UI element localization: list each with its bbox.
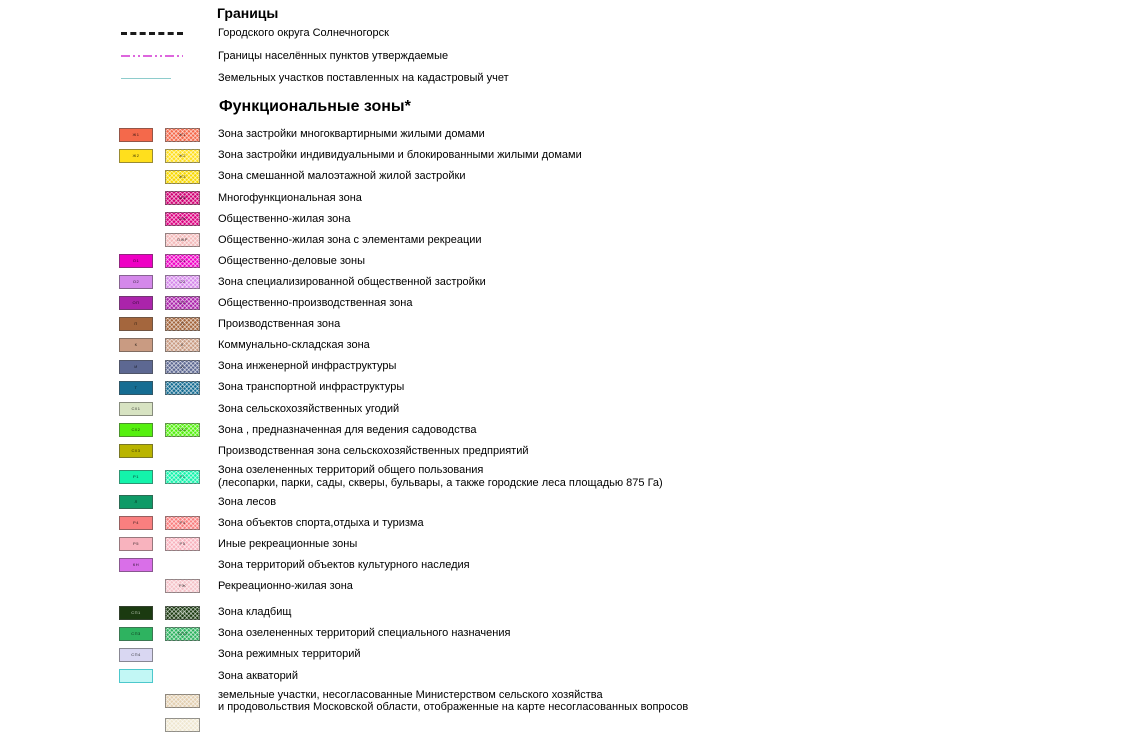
zone-swatch-solid: [119, 606, 153, 620]
zone-label: [218, 627, 1109, 640]
zone-code: СП3: [177, 630, 188, 636]
zone-swatch-hatched: [165, 212, 200, 226]
zone-code: Ж1: [132, 131, 140, 137]
zone-label: [218, 234, 1109, 247]
zone-swatch-solid: [119, 128, 153, 142]
zone-label: [218, 559, 1109, 572]
zone-label-line2: и продовольствия Московской области, отображенные на карте несогласованных вопросов: [218, 701, 689, 714]
zone-code: О2: [179, 279, 186, 285]
zone-code: ОП: [132, 300, 140, 306]
zone-label-line1: Зона специализированной общественной застройки: [218, 275, 486, 288]
zone-label-line1: Общественно-производственная зона: [218, 297, 413, 310]
zone-legend-row: [119, 665, 1109, 686]
zone-label: [218, 464, 1109, 489]
zone-label-line1: Зона акваторий: [218, 669, 298, 682]
zone-legend-row: [119, 576, 1109, 597]
zone-label: [218, 360, 1109, 373]
zone-label-line1: Зона смешанной малоэтажной жилой застройки: [218, 170, 466, 183]
zone-label-line1: Зона озелененных территорий специального назначения: [218, 627, 511, 640]
zone-swatch-hatched: [165, 606, 200, 620]
zone-label-line1: Рекреационно-жилая зона: [218, 580, 353, 593]
zone-label-line1: Зона территорий объектов культурного наследия: [218, 559, 470, 572]
borders-section-title: Границы: [217, 5, 279, 21]
zone-swatch-hatched: [165, 516, 200, 530]
zone-legend-row: [119, 272, 1109, 293]
zone-swatch-solid: [119, 470, 153, 484]
zone-code: КН: [132, 562, 140, 568]
zone-swatch-hatched: [165, 317, 200, 331]
zone-swatch-solid: [119, 254, 153, 268]
zone-code: ОП: [179, 300, 186, 306]
zone-swatch-solid: [119, 495, 153, 509]
zone-swatch-solid: [119, 381, 153, 395]
zone-code: К: [181, 342, 184, 348]
zone-label-line1: Зона транспортной инфраструктуры: [218, 381, 405, 394]
zone-label-line1: Коммунально-складская зона: [218, 339, 370, 352]
zone-label: [218, 606, 1109, 619]
zone-swatch-solid: [119, 627, 153, 641]
zone-legend-row: [119, 419, 1109, 440]
zone-swatch-hatched: [165, 128, 200, 142]
zone-code: ОЖР: [177, 237, 188, 243]
zone-swatch-hatched: [165, 381, 200, 395]
border-line-symbol: [121, 32, 183, 35]
zone-code: О1: [132, 258, 140, 264]
zone-code: Т: [134, 384, 138, 390]
zone-label-line1: Зона , предназначенная для ведения садоводства: [218, 423, 477, 436]
zone-legend-rows: [119, 124, 1109, 739]
border-legend-label: Границы населённых пунктов утверждаемые: [218, 49, 449, 62]
zone-swatch-hatched: [165, 579, 200, 593]
zone-swatch-hatched: [165, 149, 200, 163]
zone-code: Р4: [133, 520, 139, 526]
zone-label-line1: Общественно-жилая зона: [218, 212, 351, 225]
zone-legend-row: [119, 513, 1109, 534]
border-line-symbol: [121, 78, 171, 80]
border-line-cell: [121, 55, 218, 57]
zone-legend-row: [119, 534, 1109, 555]
zone-legend-row: [119, 166, 1109, 187]
zone-label-line1: Зона озелененных территорий общего пользования: [218, 464, 484, 476]
zone-code: Р1: [133, 473, 139, 479]
zone-code: О2: [132, 279, 140, 285]
zone-label: [218, 538, 1109, 551]
zone-code: Р1: [179, 473, 186, 479]
zone-code: МФ: [178, 194, 187, 200]
zone-label-line1: Зона режимных территорий: [218, 648, 361, 661]
zone-label-line1: Производственная зона сельскохозяйственных предприятий: [218, 444, 529, 457]
zone-label: [218, 381, 1109, 394]
zone-legend-row: [119, 686, 1109, 716]
zone-label: [218, 689, 1109, 714]
zone-code: РЖ: [178, 583, 187, 589]
zone-label: [218, 424, 1109, 437]
zone-swatch-solid: [119, 317, 153, 331]
zone-code: СП3: [131, 630, 141, 636]
zone-code: СП1: [177, 609, 188, 615]
zone-label-line1: Зона застройки индивидуальными и блокированными жилыми домами: [218, 149, 582, 162]
zone-swatch-solid: [119, 402, 153, 416]
zone-swatch-solid: [119, 149, 153, 163]
zone-code: Р5: [133, 541, 139, 547]
zone-legend-row: [119, 293, 1109, 314]
zone-code: СХ2: [177, 426, 188, 432]
zone-swatch-hatched: [165, 718, 200, 732]
zone-legend-row: [119, 229, 1109, 250]
border-legend-label: Земельных участков поставленных на кадастровый учет: [218, 72, 509, 85]
zone-label: [218, 128, 1109, 141]
zone-label: [218, 192, 1109, 205]
zone-swatch-solid: [119, 338, 153, 352]
zone-swatch-solid: [119, 360, 153, 374]
zone-swatch-solid: [119, 516, 153, 530]
border-line-cell: [121, 78, 218, 80]
zone-legend-row: [119, 335, 1109, 356]
zone-label-line1: Зона инженерной инфраструктуры: [218, 360, 397, 373]
zone-code: Л: [134, 499, 138, 505]
zone-legend-row: [119, 462, 1109, 492]
zone-swatch-hatched: [165, 254, 200, 268]
zone-swatch-hatched: [165, 423, 200, 437]
zone-code: П: [180, 321, 185, 327]
zone-label: [218, 149, 1109, 162]
zone-code: Ж2: [132, 152, 140, 158]
zone-code: Т: [181, 384, 184, 390]
border-legend-items: [121, 22, 509, 90]
zone-swatch-hatched: [165, 694, 200, 708]
zone-legend-row: [119, 145, 1109, 166]
zone-swatch-hatched: [165, 191, 200, 205]
zone-swatch-hatched: [165, 470, 200, 484]
zone-swatch-solid: [119, 537, 153, 551]
zone-legend-row: [119, 718, 1109, 739]
zone-label: [218, 670, 1109, 683]
zone-label: [218, 648, 1109, 661]
zone-label-line1: Общественно-жилая зона с элементами рекреации: [218, 233, 482, 246]
zone-swatch-solid: [119, 423, 153, 437]
zone-swatch-hatched: [165, 537, 200, 551]
zone-code: И: [134, 363, 138, 369]
zone-code: СХ1: [131, 405, 141, 411]
zone-label: [218, 255, 1109, 268]
zone-swatch-hatched: [165, 233, 200, 247]
zone-label-line1: Зона сельскохозяйственных угодий: [218, 402, 400, 415]
zone-label: [218, 445, 1109, 458]
zone-label: [218, 297, 1109, 310]
zone-label-line1: Многофункциональная зона: [218, 191, 362, 204]
zone-legend-row: [119, 314, 1109, 335]
border-legend-item: [121, 45, 509, 68]
zone-label-line1: Зона кладбищ: [218, 606, 292, 619]
zone-swatch-solid: [119, 648, 153, 662]
zone-label: [218, 318, 1109, 331]
zone-code: СХ2: [131, 426, 141, 432]
border-legend-label: Городского округа Солнечногорск: [218, 27, 389, 40]
zone-label-line1: Иные рекреационные зоны: [218, 537, 358, 550]
border-legend-item: [121, 22, 509, 45]
zone-code: ОЖ: [178, 215, 187, 221]
border-line-cell: [121, 32, 218, 35]
zone-code: Ж3: [179, 173, 186, 179]
zone-code: СХ3: [131, 447, 141, 453]
zone-code: СП4: [131, 651, 141, 657]
zone-swatch-hatched: [165, 360, 200, 374]
zone-code: И: [180, 363, 185, 369]
zone-swatch-hatched: [165, 627, 200, 641]
zone-swatch-hatched: [165, 338, 200, 352]
zone-code: Ж2: [179, 152, 186, 158]
zone-swatch-solid: [119, 275, 153, 289]
zone-swatch-solid: [119, 669, 153, 683]
zone-label: [218, 339, 1109, 352]
zone-swatch-hatched: [165, 170, 200, 184]
zone-label: [218, 276, 1109, 289]
zone-legend-row: [119, 377, 1109, 398]
zone-code: Р5: [179, 541, 186, 547]
zone-swatch-solid: [119, 558, 153, 572]
zone-legend-row: [119, 623, 1109, 644]
border-line-symbol: [121, 55, 183, 57]
zone-legend-row: [119, 440, 1109, 461]
zone-legend-row: [119, 644, 1109, 665]
zone-legend-row: [119, 602, 1109, 623]
border-legend-item: [121, 67, 509, 90]
zone-label-line1: Зона объектов спорта,отдыха и туризма: [218, 516, 424, 529]
zone-code: О1: [179, 258, 186, 264]
zone-label: [218, 213, 1109, 226]
zone-code: К: [134, 342, 138, 348]
zone-label: [218, 170, 1109, 183]
zone-legend-row: [119, 398, 1109, 419]
zone-code: Ж1: [179, 131, 186, 137]
zone-label: [218, 517, 1109, 530]
zone-label-line1: земельные участки, несогласованные Министерством сельского хозяйства: [218, 688, 603, 701]
zone-label: [218, 496, 1109, 509]
zone-legend-row: [119, 124, 1109, 145]
zone-label-line1: Производственная зона: [218, 318, 341, 331]
zone-legend-row: [119, 492, 1109, 513]
zone-legend-row: [119, 208, 1109, 229]
zone-swatch-hatched: [165, 296, 200, 310]
zone-legend-row: [119, 187, 1109, 208]
zone-legend-row: [119, 251, 1109, 272]
zone-label: [218, 403, 1109, 416]
zone-code: П: [134, 321, 138, 327]
zone-swatch-solid: [119, 444, 153, 458]
zone-swatch-solid: [119, 296, 153, 310]
zone-swatch-hatched: [165, 275, 200, 289]
zone-label-line2: (лесопарки, парки, сады, скверы, бульвары, а также городские леса площадью 875 Га): [218, 476, 663, 489]
zone-label: [218, 580, 1109, 593]
zone-label-line1: Зона застройки многоквартирными жилыми домами: [218, 128, 485, 141]
zone-code: СП1: [131, 609, 141, 615]
zone-label-line1: Зона лесов: [218, 495, 277, 508]
zone-code: Р4: [179, 520, 186, 526]
zones-section-title: Функциональные зоны*: [219, 98, 411, 115]
zone-label-line1: Общественно-деловые зоны: [218, 254, 365, 267]
zone-legend-row: [119, 356, 1109, 377]
zone-legend-row: [119, 555, 1109, 576]
